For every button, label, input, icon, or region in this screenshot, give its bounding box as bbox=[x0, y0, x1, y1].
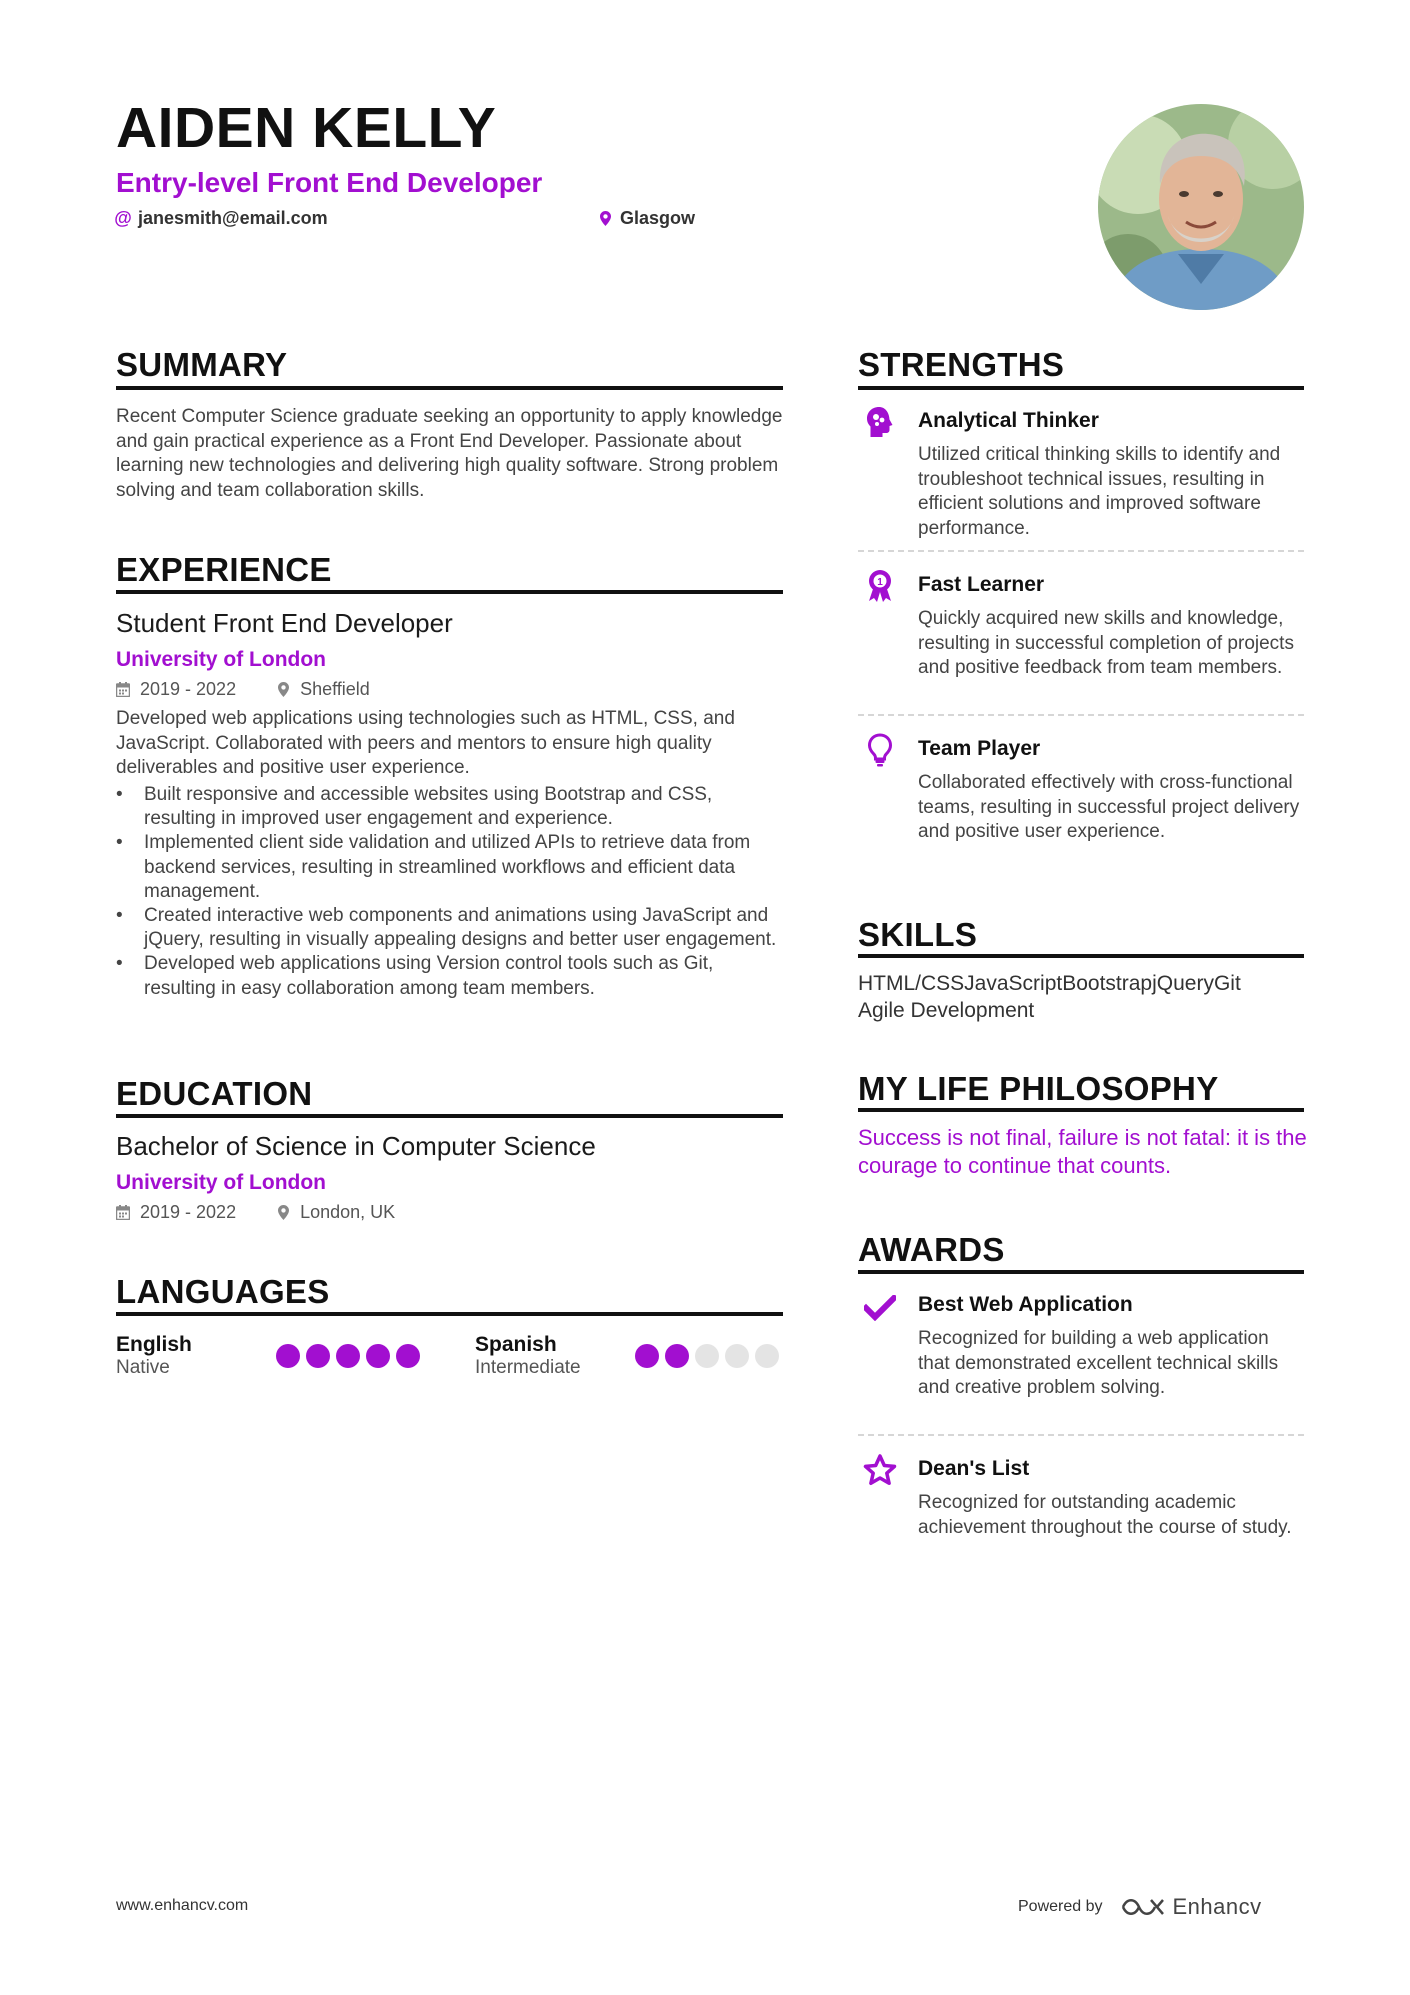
candidate-role: Entry-level Front End Developer bbox=[116, 167, 543, 198]
award-ribbon-icon bbox=[862, 568, 898, 604]
education-org: University of London bbox=[116, 1171, 326, 1194]
rating-dot-filled bbox=[665, 1344, 689, 1368]
education-heading: EDUCATION bbox=[116, 1075, 313, 1112]
brand-name: Enhancv bbox=[1172, 1894, 1262, 1919]
strengths-rule bbox=[858, 386, 1304, 390]
enhancv-logo-icon bbox=[1121, 1896, 1165, 1918]
skills-line: Agile Development bbox=[858, 999, 1035, 1022]
philosophy-rule bbox=[858, 1108, 1304, 1112]
powered-by-label: Powered by bbox=[1018, 1898, 1103, 1915]
strength-desc: Quickly acquired new skills and knowledge, resulting in successful completion of projects and positive feedback from team members. bbox=[918, 608, 1294, 678]
summary-rule bbox=[116, 386, 783, 390]
award-desc: Recognized for outstanding academic achievement throughout the course of study. bbox=[918, 1492, 1292, 1538]
rating-dot-filled bbox=[306, 1344, 330, 1368]
skills-rule bbox=[858, 954, 1304, 958]
philosophy-quote: Success is not final, failure is not fatal: it is the courage to continue that counts. bbox=[858, 1125, 1307, 1178]
calendar-icon bbox=[116, 682, 130, 697]
rating-dot-empty bbox=[725, 1344, 749, 1368]
divider bbox=[858, 1434, 1304, 1436]
job-description: Developed web applications using technologies such as HTML, CSS, and JavaScript. Collaborated with peers and mentors to ensure high quality deliverables and positive user experience. bbox=[116, 708, 735, 778]
skills-heading: SKILLS bbox=[858, 916, 978, 953]
strength-title: Analytical Thinker bbox=[918, 409, 1099, 432]
education-dates: 2019 - 2022 bbox=[140, 1202, 237, 1222]
languages-rule bbox=[116, 1312, 783, 1316]
location-pin-icon bbox=[276, 682, 290, 697]
award-desc: Recognized for building a web application that demonstrated excellent technical skills and creative problem solving. bbox=[918, 1328, 1279, 1398]
strength-desc: Collaborated effectively with cross-functional teams, resulting in successful project delivery and positive user experience. bbox=[918, 772, 1300, 842]
rating-dot-empty bbox=[695, 1344, 719, 1368]
job-location: Sheffield bbox=[300, 679, 370, 699]
divider bbox=[858, 550, 1304, 552]
brain-head-icon bbox=[862, 404, 898, 440]
profile-photo bbox=[1098, 104, 1304, 310]
experience-rule bbox=[116, 590, 783, 594]
experience-heading: EXPERIENCE bbox=[116, 551, 332, 588]
skills-line: HTML/CSSJavaScriptBootstrapjQueryGit bbox=[858, 972, 1241, 995]
summary-heading: SUMMARY bbox=[116, 346, 288, 383]
job-bullets bbox=[116, 783, 783, 1001]
awards-rule bbox=[858, 1270, 1304, 1274]
skills-list bbox=[858, 970, 1304, 1024]
language-rating bbox=[276, 1344, 420, 1368]
rating-dot-empty bbox=[755, 1344, 779, 1368]
rating-dot-filled bbox=[276, 1344, 300, 1368]
strength-title: Fast Learner bbox=[918, 573, 1045, 596]
list-item: • Built responsive and accessible websites using Bootstrap and CSS, resulting in improved user engagement and experience. bbox=[116, 783, 783, 831]
language-level: Native bbox=[116, 1357, 170, 1378]
strength-desc: Utilized critical thinking skills to identify and troubleshoot technical issues, resulting in efficient solutions and improved software performance. bbox=[918, 444, 1281, 539]
powered-by bbox=[1018, 1894, 1262, 1920]
lightbulb-icon bbox=[862, 732, 898, 768]
education-meta bbox=[116, 1202, 395, 1224]
email-text: janesmith@email.com bbox=[138, 208, 328, 228]
candidate-name: AIDEN KELLY bbox=[116, 96, 497, 160]
summary-text: Recent Computer Science graduate seeking an opportunity to apply knowledge and gain practical experience as a Front End Developer. Passionate about learning new technologies and delivering high quality software. Strong problem solving and team collaboration skills. bbox=[116, 406, 783, 501]
contact-location bbox=[598, 208, 695, 230]
rating-dot-filled bbox=[396, 1344, 420, 1368]
education-rule bbox=[116, 1114, 783, 1118]
job-meta bbox=[116, 679, 370, 701]
job-dates: 2019 - 2022 bbox=[140, 679, 237, 699]
language-name: English bbox=[116, 1333, 192, 1356]
footer-url[interactable]: www.enhancv.com bbox=[116, 1897, 249, 1914]
philosophy-heading: MY LIFE PHILOSOPHY bbox=[858, 1070, 1219, 1107]
strengths-heading: STRENGTHS bbox=[858, 346, 1065, 383]
languages-heading: LANGUAGES bbox=[116, 1273, 330, 1310]
list-item: • Developed web applications using Version control tools such as Git, resulting in easy collaboration among team members. bbox=[116, 952, 783, 1000]
rating-dot-filled bbox=[366, 1344, 390, 1368]
language-level: Intermediate bbox=[475, 1357, 581, 1378]
location-text: Glasgow bbox=[620, 208, 696, 228]
divider bbox=[858, 714, 1304, 716]
checkmark-icon bbox=[862, 1290, 898, 1326]
job-org: University of London bbox=[116, 648, 326, 671]
degree-title: Bachelor of Science in Computer Science bbox=[116, 1131, 596, 1161]
rating-dot-filled bbox=[336, 1344, 360, 1368]
list-item: • Created interactive web components and animations using JavaScript and jQuery, resulting in visually appealing designs and better user engagement. bbox=[116, 904, 783, 952]
list-item: • Implemented client side validation and utilized APIs to retrieve data from backend services, resulting in streamlined workflows and efficient data management. bbox=[116, 831, 783, 904]
strength-title: Team Player bbox=[918, 737, 1041, 760]
award-title: Best Web Application bbox=[918, 1293, 1133, 1316]
location-pin-icon bbox=[598, 211, 612, 226]
location-pin-icon bbox=[276, 1205, 290, 1220]
language-rating bbox=[635, 1344, 779, 1368]
calendar-icon bbox=[116, 1205, 130, 1220]
at-icon: @ bbox=[114, 208, 132, 228]
awards-heading: AWARDS bbox=[858, 1231, 1005, 1268]
language-name: Spanish bbox=[475, 1333, 557, 1356]
education-location: London, UK bbox=[300, 1202, 396, 1222]
award-title: Dean's List bbox=[918, 1457, 1030, 1480]
job-title: Student Front End Developer bbox=[116, 608, 453, 638]
svg-text:1: 1 bbox=[877, 577, 883, 588]
contact-email[interactable] bbox=[116, 208, 328, 230]
star-icon bbox=[862, 1452, 898, 1488]
brand-logo[interactable] bbox=[1121, 1894, 1262, 1920]
rating-dot-filled bbox=[635, 1344, 659, 1368]
